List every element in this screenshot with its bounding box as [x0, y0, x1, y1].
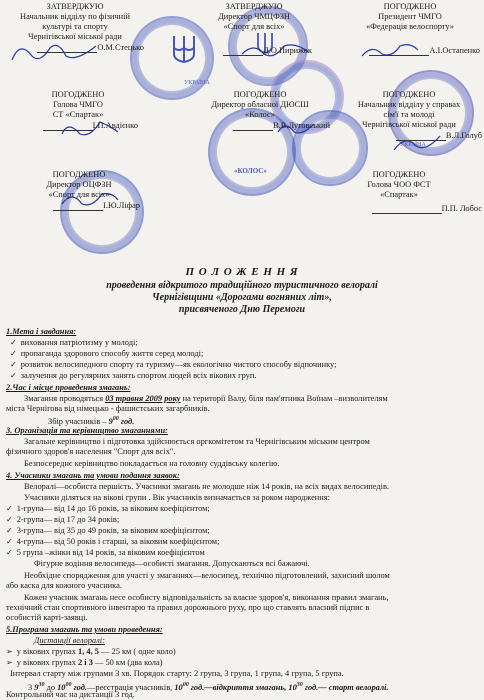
approval-heading: ПОГОДЖЕНО: [52, 170, 106, 179]
checkmark-icon: ✓: [6, 548, 13, 557]
group-item: ✓ 4-група— від 50 років і старші, за віковим коефіцієнтом;: [6, 537, 220, 546]
paragraph-line: особистій карті-заявці.: [6, 613, 88, 622]
approval-block: [196, 2, 312, 56]
arrow-bullet-icon: ➢: [6, 658, 13, 667]
approval-name: П.П. Лобос: [441, 204, 482, 213]
document-subtitle: Чернігівщини «Дорогами вогняних літ»,: [152, 292, 332, 303]
section-heading: 2.Час і місце проведення змагань:: [6, 383, 131, 392]
group-item: ✓ 1-група— від 14 до 16 років, за віковим коефіцієнтом;: [6, 504, 210, 513]
approval-position: культурі та спорту: [42, 22, 108, 31]
approval-heading: ПОГОДЖЕНО: [383, 2, 437, 11]
approval-heading: ПОГОДЖЕНО: [382, 90, 436, 99]
paragraph-line: Велоралі—особиста першість. Учасники змагань не молодше ніж 14 років, на всіх видах велосипедів.: [24, 482, 390, 491]
approval-name: А.І.Остапенко: [429, 46, 480, 55]
section-heading: 4. Учасники змагань та умови подання заявок:: [6, 471, 180, 480]
approval-position: сім'ї та молоді: [383, 110, 435, 119]
paragraph-line: Необхідне спорядження для участі у змаганнях—велосипед, технічно підготовлений, захисний шолом: [24, 571, 390, 580]
approval-position: «Спорт для всіх»: [48, 190, 110, 199]
approval-position: «Федерація велоспорту»: [366, 22, 454, 31]
approval-name: І.П.Авдієнко: [92, 121, 138, 130]
approval-heading: ПОГОДЖЕНО: [372, 170, 426, 179]
checkmark-icon: ✓: [6, 504, 13, 513]
document-title: П О Л О Ж Е Н Н Я: [185, 266, 299, 278]
approval-block: [316, 170, 482, 214]
approval-block: [336, 90, 482, 141]
document-subtitle: проведення відкритого традиційного туристичного велоралі: [106, 280, 378, 291]
approval-position: Чернігівської міської ради: [28, 32, 122, 41]
checkmark-icon: ✓: [6, 526, 13, 535]
checkmark-icon: ✓: [10, 371, 17, 380]
trident-emblem-icon: [170, 32, 198, 66]
approval-block: [18, 90, 138, 131]
paragraph-line: Фігурне водіння велосипеда—особисті змагання. Допускаються всі бажаючі.: [34, 559, 310, 568]
group-item: ✓ 3-група— від 35 до 49 років, за віковим коефіцієнтом;: [6, 526, 210, 535]
approval-position: Начальник відділу у справах: [357, 100, 461, 109]
paragraph-line: Учасники діляться на вікові групи . Вік учасників визначається за роком народження:: [24, 493, 330, 502]
approval-position: Начальник відділу по фізичній: [20, 12, 130, 21]
approval-name: В.Л.Голуб: [445, 131, 482, 140]
paragraph-line: Кожен учасник змагань несе особисту відповідальність за власне здоров'я, виконання правил змагань,: [24, 593, 389, 602]
paragraph-line: Інтервал старту між групами 3 хв. Порядок старту: 2 група, 3 група, 1 група, 4 група, 5 група.: [10, 669, 344, 678]
approval-position: Голова ЧОО ФСТ: [367, 180, 431, 189]
approval-position: Директор ОЦФЗН: [46, 180, 112, 189]
approval-name: В.В.Луговський: [273, 121, 330, 130]
subheading: Дистанції велоралі:: [34, 636, 105, 645]
approval-position: «Колос»: [245, 110, 275, 119]
paragraph-line: Загальне керівництво і підготовка здійснюється оргкомітетом та Чернігівським міським центром: [24, 437, 370, 446]
bullet-item: ✓ залучення до регулярних занять спортом людей всіх вікових груп.: [10, 371, 257, 380]
approval-position: Президент ЧМГО: [378, 12, 442, 21]
paragraph-line: технічний стан спортивного інвентарю та правил дорожнього руху, про що ставлять власний підпис в: [6, 603, 370, 612]
approval-name: І.Ю.Ліфар: [103, 201, 140, 210]
approval-heading: ЗАТВЕРДЖУЮ: [225, 2, 283, 11]
section-heading: 3. Організація та керівництво змаганнями:: [6, 426, 168, 435]
paragraph-line: Збір учасників – $9^{00}$ год.: [48, 416, 135, 426]
bullet-item: ✓ виховання патріотизму у молоді;: [10, 338, 138, 347]
paragraph-line: Змагання проводяться 03 травня 2009 року на території Валу, біля пам'ятника Воїнам –визволителям: [24, 394, 388, 403]
section-heading: 1.Мета і завдання:: [6, 327, 77, 336]
paragraph-line: фізичного здоров'я населення "Спорт для всіх".: [6, 447, 176, 456]
paragraph-line: 3 $9^{30}$ до $10^{00}$ год.—реєстрація учасників, $10^{00}$ год.—відкриття змагань, $10^{30}$ год.— старт велоралі.: [28, 682, 389, 692]
approval-position: «Спорт для всіх»: [223, 22, 285, 31]
approval-position: Директор обласної ДЮСШ: [211, 100, 309, 109]
approval-position: Чернігівської міської ради: [362, 120, 456, 129]
group-item: ✓ 5 група –жінки від 14 років, за віковим коефіцієнтом: [6, 548, 205, 557]
approval-block: [340, 2, 480, 56]
approval-name: О.М.Стецько: [97, 43, 144, 52]
stamp-label: УКРАЇНА: [184, 80, 210, 86]
approval-heading: ЗАТВЕРДЖУЮ: [46, 2, 104, 11]
approval-position: Голова ЧМГО: [53, 100, 103, 109]
section-heading: 5.Програма змагань та умови проведення:: [6, 625, 163, 634]
paragraph-line: міста Чернігова від німецько - фашистських загарбників.: [6, 404, 210, 413]
approval-position: «Спартак»: [380, 190, 418, 199]
checkmark-icon: ✓: [6, 537, 13, 546]
checkmark-icon: ✓: [10, 349, 17, 358]
bullet-item: ✓ пропаганда здорового способу життя серед молоді;: [10, 349, 204, 358]
checkmark-icon: ✓: [10, 360, 17, 369]
approval-name: Д.О.Пирижок: [263, 46, 312, 55]
paragraph-line: Безпосереднє керівництво покладається на головну суддівську колегію.: [24, 459, 280, 468]
approval-block: [190, 90, 330, 131]
stamp-label: УКРАЇНА: [400, 142, 426, 148]
approval-block: [18, 170, 140, 211]
approval-heading: ПОГОДЖЕНО: [51, 90, 105, 99]
paragraph-line: або каска для кожного учасника.: [6, 581, 122, 590]
approval-position: Директор ЧМЦФЗН: [218, 12, 290, 21]
document-subtitle: присвяченого Дню Перемоги: [178, 304, 306, 315]
bullet-item: ✓ розвиток велосипедного спорту та туризму—як екологічно чистого способу відпочинку;: [10, 360, 337, 369]
stamp-label: «КОЛОС»: [234, 167, 267, 175]
paragraph-line: Контрольний час на дистанції 3 год.: [6, 690, 135, 699]
arrow-bullet-icon: ➢: [6, 647, 13, 656]
checkmark-icon: ✓: [10, 338, 17, 347]
approval-heading: ПОГОДЖЕНО: [233, 90, 287, 99]
checkmark-icon: ✓: [6, 515, 13, 524]
event-date: 03 травня 2009 року: [105, 394, 181, 403]
approval-position: СТ «Спартак»: [52, 110, 104, 119]
group-item: ✓ 2-група— від 17 до 34 років;: [6, 515, 120, 524]
distance-item: ➢ у вікових групах 2 і 3 — 50 км (два кола): [6, 658, 163, 667]
approval-block: [6, 2, 144, 53]
distance-item: ➢ у вікових групах 1, 4, 5 — 25 км ( одне коло): [6, 647, 176, 656]
